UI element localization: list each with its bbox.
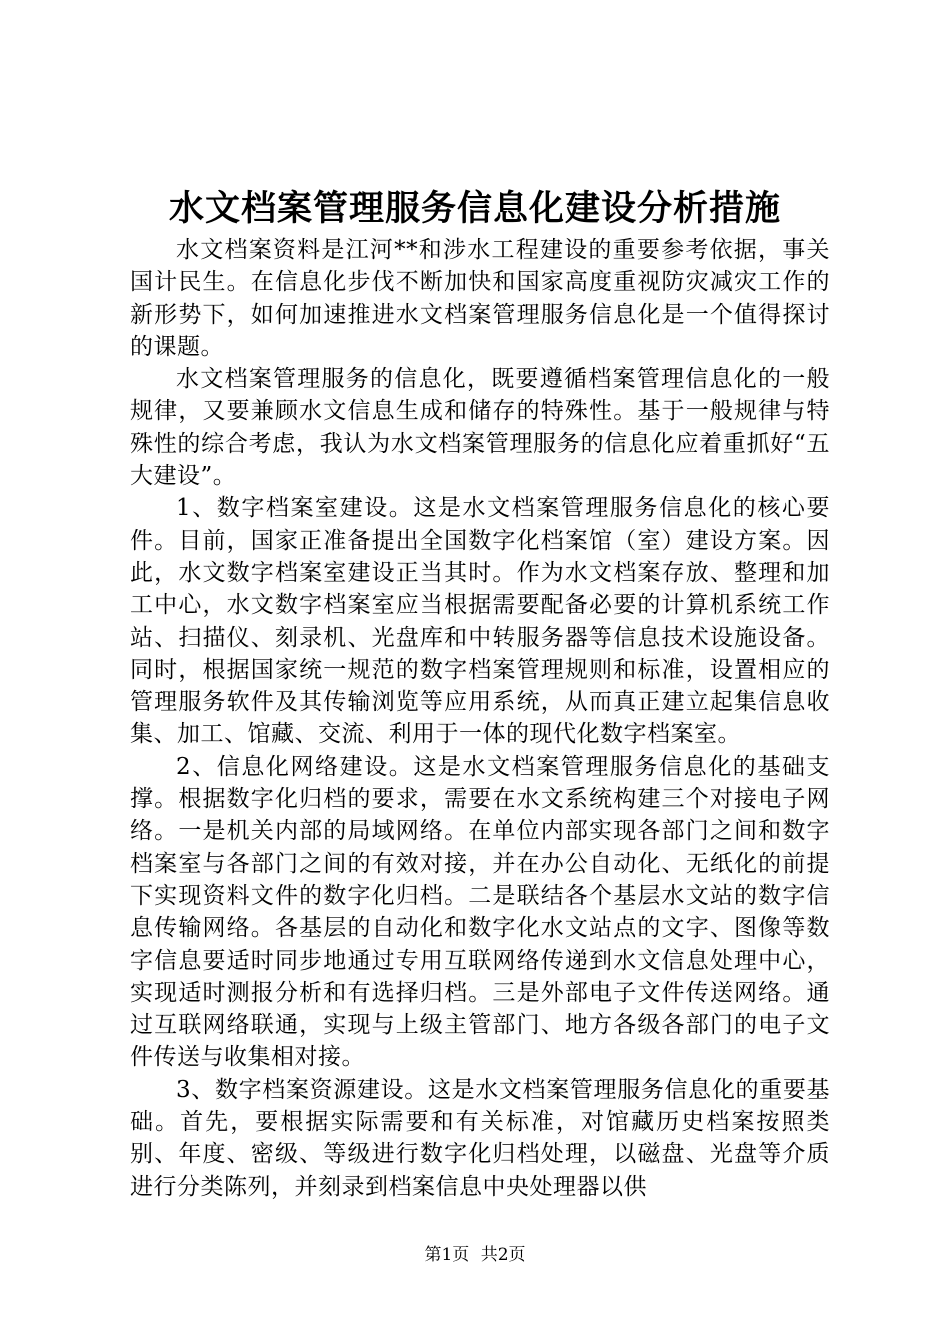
paragraph-digital-archive-room: 1、数字档案室建设。这是水文档案管理服务信息化的核心要件。目前，国家正准备提出全国数字化档案馆（室）建设方案。因此，水文数字档案室建设正当其时。作为水文档案存放、整理和加工中心，水文数字档案室应当根据需要配备必要的计算机系统工作站、扫描仪、刻录机、光盘库和中转服务器等信息技术设施设备。同时，根据国家统一规范的数字档案管理规则和标准，设置相应的管理服务软件及其传输浏览等应用系统，从而真正建立起集信息收集、加工、馆藏、交流、利用于一体的现代化数字档案室。 (130, 495, 830, 748)
document-title: 水文档案管理服务信息化建设分析措施 (168, 189, 781, 229)
paragraph-digital-resources: 3、数字档案资源建设。这是水文档案管理服务信息化的重要基础。首先，要根据实际需要和有关标准，对馆藏历史档案按照类别、年度、密级、等级进行数字化归档处理，以磁盘、光盘等介质进行分类陈列，并刻录到档案信息中央处理器以供 (130, 1076, 830, 1200)
paragraph-intro: 水文档案资料是江河**和涉水工程建设的重要参考依据，事关国计民生。在信息化步伐不断加快和国家高度重视防灾减灾工作的新形势下，如何加速推进水文档案管理服务信息化是一个值得探讨的课题。 (130, 237, 830, 360)
document-body (130, 234, 830, 1203)
page-footer (0, 1244, 950, 1266)
paragraph-network-construction: 2、信息化网络建设。这是水文档案管理服务信息化的基础支撑。根据数字化归档的要求，需要在水文系统构建三个对接电子网络。一是机关内部的局域网络。在单位内部实现各部门之间和数字档案室与各部门之间的有效对接，并在办公自动化、无纸化的前提下实现资料文件的数字化归档。二是联结各个基层水文站的数字信息传输网络。各基层的自动化和数字化水文站点的文字、图像等数字信息要适时同步地通过专用互联网络传递到水文信息处理中心，实现适时测报分析和有选择归档。三是外部电子文件传送网络。通过互联网络联通，实现与上级主管部门、地方各级各部门的电子文件传送与收集相对接。 (130, 753, 830, 1071)
page-total: 共2页 (480, 1245, 526, 1265)
page-number: 第1页 (424, 1245, 470, 1265)
paragraph-overview: 水文档案管理服务的信息化，既要遵循档案管理信息化的一般规律，又要兼顾水文信息生成和储存的特殊性。基于一般规律与特殊性的综合考虑，我认为水文档案管理服务的信息化应着重抓好“五大建设”。 (130, 366, 830, 490)
